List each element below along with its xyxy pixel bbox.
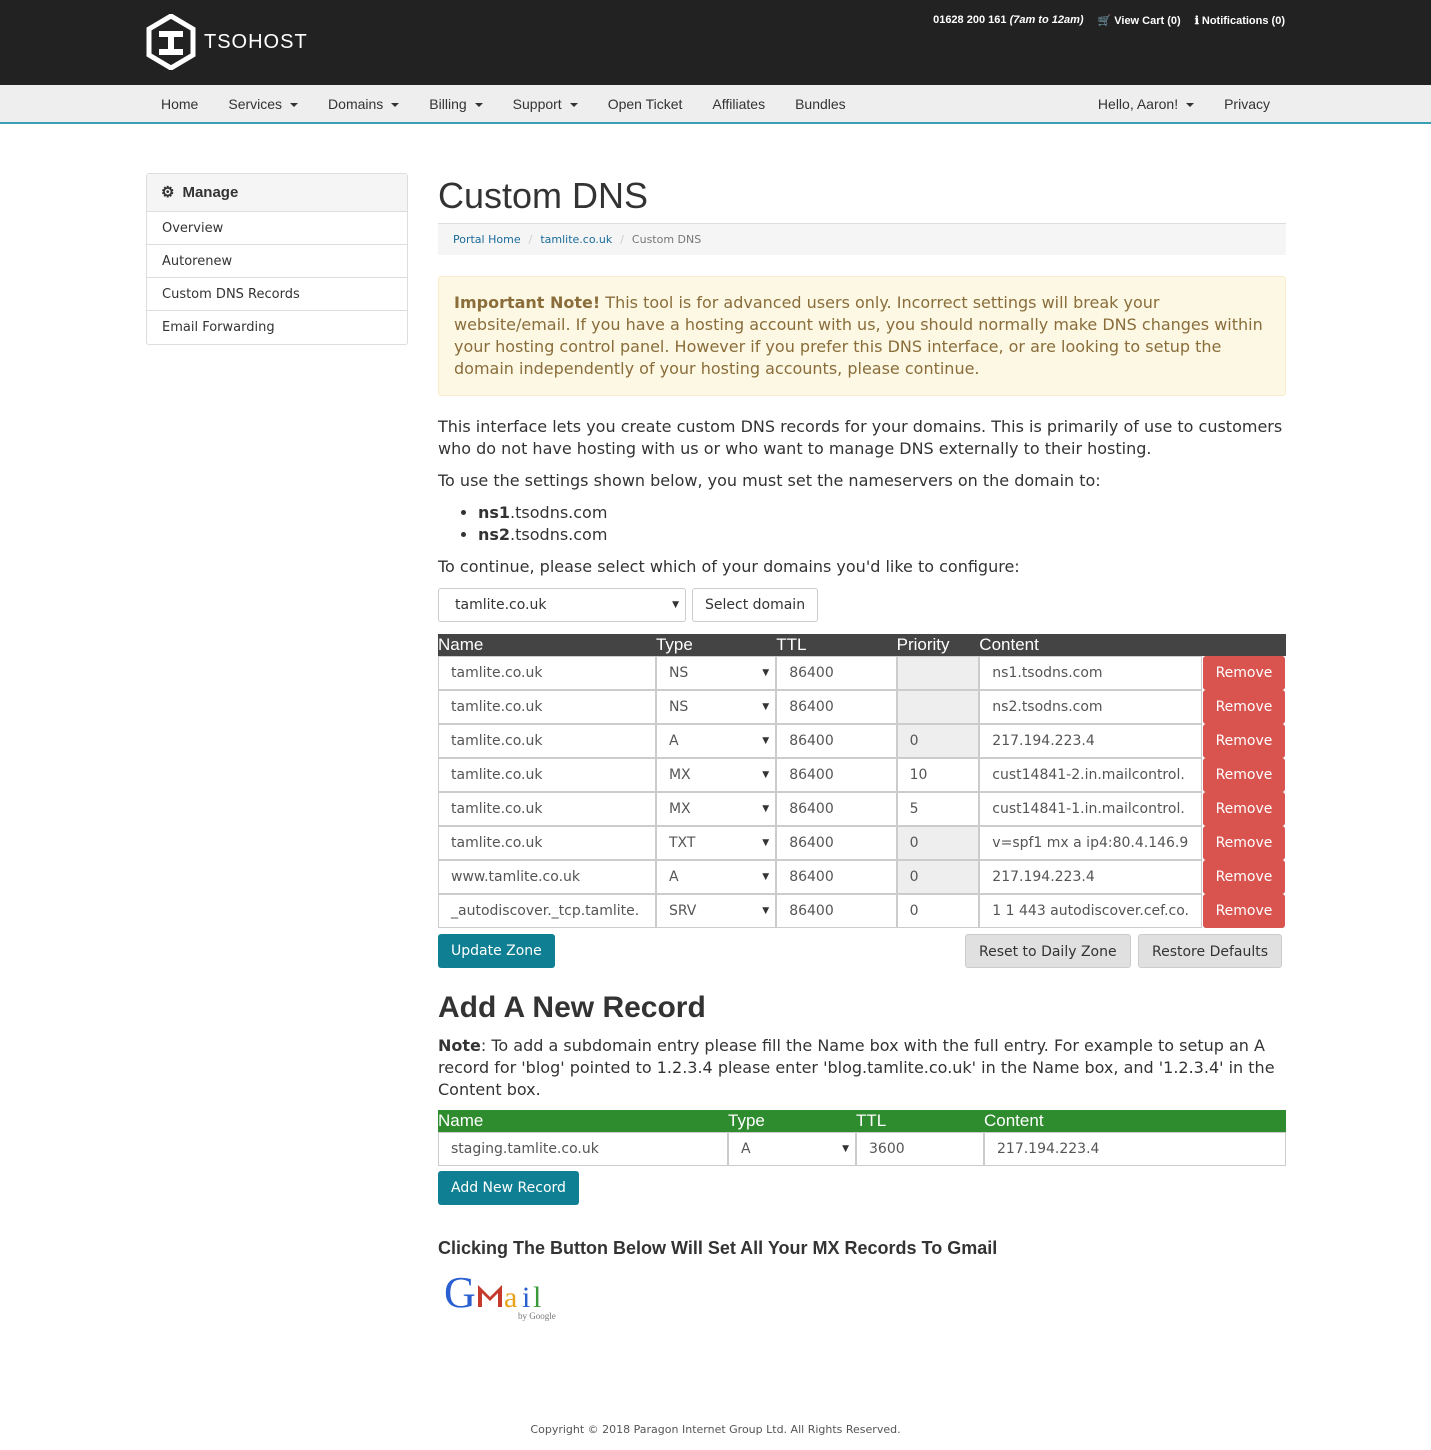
record-type-select[interactable]: [656, 656, 776, 690]
dns-record-row: [438, 792, 1286, 826]
nav-support[interactable]: [498, 85, 593, 123]
nav-bundles[interactable]: [780, 85, 861, 123]
record-priority-input[interactable]: [897, 656, 980, 690]
record-priority-input[interactable]: 0: [897, 724, 980, 758]
svg-text:i: i: [522, 1281, 531, 1314]
record-type-value: MX: [668, 767, 691, 783]
domain-select[interactable]: [438, 588, 686, 622]
remove-record-button[interactable]: Remove: [1203, 656, 1285, 690]
remove-record-button[interactable]: Remove: [1203, 860, 1285, 894]
dns-record-row: [438, 724, 1286, 758]
gmail-by-google: by Google: [518, 1311, 556, 1321]
record-priority-input[interactable]: 5: [897, 792, 980, 826]
record-type-value: TXT: [668, 835, 696, 851]
remove-record-button[interactable]: Remove: [1203, 826, 1285, 860]
sidebar-item-autorenew[interactable]: Autorenew: [147, 245, 407, 278]
dropdown-arrow-icon: ▼: [762, 906, 770, 916]
col-name: Name: [438, 1110, 728, 1132]
record-ttl-input[interactable]: 86400: [776, 690, 896, 724]
nav-affiliates-label: Affiliates: [712, 96, 766, 112]
record-priority-input[interactable]: 0: [897, 860, 980, 894]
record-content-input[interactable]: 217.194.223.4: [979, 860, 1202, 894]
dropdown-arrow-icon: ▼: [762, 804, 770, 814]
nav-home[interactable]: [146, 85, 213, 123]
alert-title: Important Note!: [454, 293, 601, 312]
nav-billing[interactable]: [414, 85, 497, 123]
zone-actions: [438, 934, 1286, 968]
record-ttl-input[interactable]: 86400: [776, 826, 896, 860]
record-priority-input[interactable]: [897, 690, 980, 724]
caret-down-icon: [570, 103, 578, 107]
record-name-input[interactable]: tamlite.co.uk: [438, 690, 656, 724]
sidebar-title: Manage: [182, 184, 239, 201]
col-priority: Priority: [897, 634, 980, 656]
dropdown-arrow-icon: ▼: [762, 736, 770, 746]
record-type-select[interactable]: [656, 894, 776, 928]
cart-icon: 🛒: [1097, 15, 1112, 27]
nameserver-host: ns1: [478, 503, 511, 522]
record-content-input[interactable]: ns1.tsodns.com: [979, 656, 1202, 690]
caret-down-icon: [475, 103, 483, 107]
col-type: Type: [728, 1110, 856, 1132]
record-type-value: SRV: [668, 903, 697, 919]
record-type-select[interactable]: [656, 792, 776, 826]
record-type-value: NS: [668, 699, 689, 715]
breadcrumb-domain[interactable]: tamlite.co.uk: [540, 233, 613, 246]
add-record-note: [438, 1035, 1286, 1101]
record-type-select[interactable]: [656, 690, 776, 724]
record-type-select[interactable]: [656, 826, 776, 860]
add-record-table: [438, 1110, 1286, 1166]
remove-record-button[interactable]: Remove: [1203, 792, 1285, 826]
breadcrumb-separator: /: [528, 233, 533, 246]
domain-select-row: [438, 588, 1286, 622]
brand-name: TSOHOST: [204, 30, 308, 53]
new-type-select[interactable]: [728, 1132, 856, 1166]
record-name-input[interactable]: tamlite.co.uk: [438, 656, 656, 690]
support-hours: (7am to 12am): [1009, 14, 1084, 26]
dns-table-header: [438, 634, 1286, 656]
nav-privacy-label: Privacy: [1224, 96, 1270, 112]
tsohost-logo-icon: [146, 14, 196, 70]
record-priority-input[interactable]: 0: [897, 826, 980, 860]
remove-record-button[interactable]: Remove: [1203, 724, 1285, 758]
notifications-link[interactable]: [1195, 14, 1285, 27]
nameserver-list: [478, 502, 1286, 546]
dropdown-arrow-icon: ▼: [762, 668, 770, 678]
nav-open-ticket-label: Open Ticket: [607, 96, 683, 112]
nav-home-label: Home: [161, 96, 199, 112]
restore-defaults-button[interactable]: Restore Defaults: [1138, 934, 1282, 968]
record-name-input[interactable]: _autodiscover._tcp.tamlite.: [438, 894, 656, 928]
record-priority-input[interactable]: 0: [897, 894, 980, 928]
caret-down-icon: [290, 103, 298, 107]
gear-icon: ⚙: [161, 184, 175, 201]
record-ttl-input[interactable]: 86400: [776, 860, 896, 894]
add-record-row: [438, 1132, 1286, 1166]
warning-alert: [438, 276, 1286, 396]
nameserver-intro: To use the settings shown below, you must set the nameservers on the domain to:: [438, 471, 1101, 490]
record-content-input[interactable]: 1 1 443 autodiscover.cef.co.: [979, 894, 1202, 928]
nav-accent-line: [0, 122, 1431, 124]
add-record-title: Add A New Record: [438, 991, 706, 1024]
support-phone: [933, 14, 1083, 27]
notifications-label: Notifications (0): [1201, 15, 1285, 27]
col-ttl: TTL: [856, 1110, 984, 1132]
view-cart-label: View Cart (0): [1114, 15, 1181, 27]
record-ttl-input[interactable]: 86400: [776, 724, 896, 758]
nav-domains-label: Domains: [328, 96, 384, 112]
note-text: : To add a subdomain entry please fill the Name box with the full entry. For example to setup an A record for 'blog' pointed to 1.2.3.4 please enter 'blog.tamlite.co.uk' in the Name box, and '1.2.3.4' in the Content box.: [438, 1036, 1275, 1099]
reset-daily-zone-button[interactable]: Reset to Daily Zone: [965, 934, 1131, 968]
record-priority-input[interactable]: 10: [897, 758, 980, 792]
main-content: [438, 175, 1286, 1329]
col-content: Content: [979, 634, 1202, 656]
manage-sidebar: [146, 173, 408, 345]
record-name-input[interactable]: tamlite.co.uk: [438, 826, 656, 860]
phone-number: 01628 200 161: [933, 14, 1007, 26]
record-type-select[interactable]: [656, 860, 776, 894]
nameserver-domain: .tsodns.com: [510, 503, 608, 522]
nameserver-domain: .tsodns.com: [510, 525, 608, 544]
record-ttl-input[interactable]: 86400: [776, 792, 896, 826]
col-type: Type: [656, 634, 776, 656]
remove-record-button[interactable]: Remove: [1203, 758, 1285, 792]
nav-bundles-label: Bundles: [795, 96, 846, 112]
view-cart-link[interactable]: [1098, 14, 1181, 27]
record-type-select[interactable]: [656, 724, 776, 758]
col-name: Name: [438, 634, 656, 656]
page-title: Custom DNS: [438, 175, 1286, 224]
record-type-value: NS: [668, 665, 689, 681]
col-content: Content: [984, 1110, 1286, 1132]
sidebar-item-overview[interactable]: Overview: [147, 212, 407, 245]
domain-select-value: tamlite.co.uk: [455, 597, 547, 613]
dns-record-row: [438, 656, 1286, 690]
footer-copyright: Copyright © 2018 Paragon Internet Group Ltd. All Rights Reserved.: [530, 1423, 901, 1436]
dns-record-row: [438, 826, 1286, 860]
breadcrumb: [438, 224, 1286, 255]
breadcrumb-separator: /: [620, 233, 624, 246]
record-type-value: A: [668, 869, 679, 885]
new-name-input[interactable]: staging.tamlite.co.uk: [438, 1132, 728, 1166]
nav-user-menu[interactable]: [1083, 85, 1209, 123]
new-content-input[interactable]: 217.194.223.4: [984, 1132, 1286, 1166]
record-name-input[interactable]: tamlite.co.uk: [438, 724, 656, 758]
record-content-input[interactable]: cust14841-2.in.mailcontrol.: [979, 758, 1202, 792]
col-actions: [1202, 634, 1286, 656]
caret-down-icon: [391, 103, 399, 107]
nav-support-label: Support: [512, 96, 562, 112]
remove-record-button[interactable]: Remove: [1203, 894, 1285, 928]
note-label: Note: [438, 1036, 481, 1055]
record-content-input[interactable]: 217.194.223.4: [979, 724, 1202, 758]
nav-billing-label: Billing: [429, 96, 467, 112]
main-nav: [0, 85, 1431, 123]
intro-text: This interface lets you create custom DNS records for your domains. This is primarily of use to customers who do not have hosting with us or who want to manage DNS externally to their hosting.: [438, 417, 1283, 458]
nav-privacy[interactable]: [1209, 85, 1285, 123]
dropdown-arrow-icon: ▼: [762, 770, 770, 780]
caret-down-icon: [1186, 103, 1194, 107]
dns-record-row: [438, 758, 1286, 792]
record-ttl-input[interactable]: 86400: [776, 656, 896, 690]
breadcrumb-current: Custom DNS: [631, 233, 702, 246]
gmail-button[interactable]: [444, 1269, 574, 1329]
col-ttl: TTL: [776, 634, 896, 656]
record-ttl-input[interactable]: 86400: [776, 758, 896, 792]
brand-logo[interactable]: [146, 14, 308, 70]
record-name-input[interactable]: tamlite.co.uk: [438, 758, 656, 792]
dropdown-arrow-icon: ▼: [762, 702, 770, 712]
dns-record-row: [438, 894, 1286, 928]
gmail-logo-icon: [444, 1269, 574, 1329]
svg-text:G: G: [444, 1269, 476, 1317]
record-content-input[interactable]: cust14841-1.in.mailcontrol.: [979, 792, 1202, 826]
nameserver-host: ns2: [478, 525, 511, 544]
nav-user-label: Hello, Aaron!: [1097, 96, 1179, 112]
dns-records-table: [438, 634, 1286, 928]
dns-record-row: [438, 690, 1286, 724]
breadcrumb-portal-home[interactable]: Portal Home: [453, 233, 521, 246]
svg-text:l: l: [533, 1281, 542, 1314]
nav-affiliates[interactable]: [697, 85, 780, 123]
new-ttl-input[interactable]: 3600: [856, 1132, 984, 1166]
nameserver-item: [478, 502, 1286, 524]
select-intro: To continue, please select which of your domains you'd like to configure:: [438, 557, 1020, 576]
dropdown-arrow-icon: ▼: [762, 838, 770, 848]
record-content-input[interactable]: v=spf1 mx a ip4:80.4.146.9: [979, 826, 1202, 860]
record-type-value: MX: [668, 801, 691, 817]
alert-text: This tool is for advanced users only. Incorrect settings will break your website/email. If you have a hosting account with us, you should normally make DNS changes within your hosting control panel. However if you prefer this DNS interface, or are looking to setup the domain independently of your hosting accounts, please continue.: [454, 293, 1263, 378]
record-ttl-input[interactable]: 86400: [776, 894, 896, 928]
dropdown-arrow-icon: ▼: [762, 872, 770, 882]
sidebar-header: [147, 174, 407, 212]
nav-services-label: Services: [228, 96, 283, 112]
add-table-header: [438, 1110, 1286, 1132]
info-icon: ℹ: [1194, 15, 1199, 27]
record-name-input[interactable]: www.tamlite.co.uk: [438, 860, 656, 894]
add-new-record-button[interactable]: Add New Record: [438, 1171, 579, 1205]
nav-open-ticket[interactable]: [593, 85, 698, 123]
record-type-select[interactable]: [656, 758, 776, 792]
record-name-input[interactable]: tamlite.co.uk: [438, 792, 656, 826]
dropdown-arrow-icon: ▼: [672, 600, 679, 610]
record-type-value: A: [668, 733, 679, 749]
top-header: [0, 0, 1431, 85]
update-zone-button[interactable]: Update Zone: [438, 934, 555, 968]
gmail-heading: Clicking The Button Below Will Set All Your MX Records To Gmail: [438, 1238, 998, 1258]
record-content-input[interactable]: ns2.tsodns.com: [979, 690, 1202, 724]
dns-record-row: [438, 860, 1286, 894]
nav-services[interactable]: [213, 85, 313, 123]
select-domain-button[interactable]: Select domain: [692, 588, 818, 622]
svg-text:a: a: [504, 1281, 518, 1314]
sidebar-item-custom-dns[interactable]: Custom DNS Records: [147, 278, 407, 311]
nameserver-item: [478, 524, 1286, 546]
nav-domains[interactable]: [313, 85, 414, 123]
sidebar-item-email-forwarding[interactable]: Email Forwarding: [162, 320, 275, 335]
new-type-value: A: [741, 1141, 751, 1157]
dropdown-arrow-icon: ▼: [842, 1144, 849, 1154]
remove-record-button[interactable]: Remove: [1203, 690, 1285, 724]
